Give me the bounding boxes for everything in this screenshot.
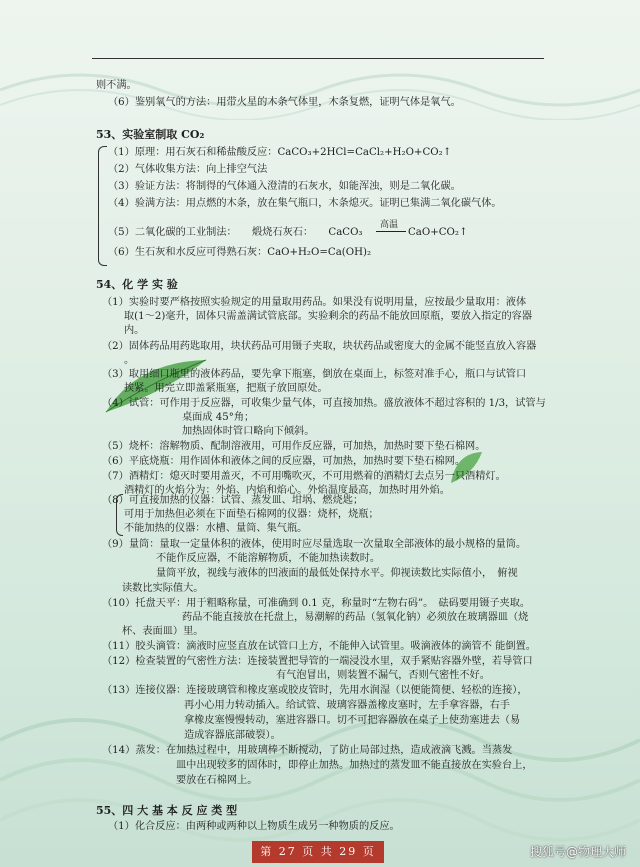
- text-line: （2）气体收集方法：向上排空气法: [108, 164, 268, 175]
- text-line: 药品不能直接放在托盘上，易潮解的药品（氢氧化钠）必须放在玻璃器皿（烧: [182, 612, 529, 623]
- text-line: （5）二氧化碳的工业制法： 煅烧石灰石： CaCO₃: [108, 227, 363, 238]
- text-line: （3）验证方法：将制得的气体通入澄清的石灰水，如能浑浊，则是二氧化碳。: [108, 181, 461, 192]
- text-line: （13）连接仪器：连接玻璃管和橡皮塞或胶皮管时，先用水润湿（以便能简便、轻松的连接），: [102, 685, 528, 696]
- text-line: （2）固体药品用药匙取用，块状药品可用镊子夹取，块状药品或密度大的金属不能竖直放入容器: [102, 341, 537, 352]
- text-line: （6）鉴别氧气的方法：用带火星的木条气体里，木条复燃，证明气体是氧气。: [108, 97, 461, 108]
- text-line: 量筒平放，视线与液体的凹液面的最低处保持水平。仰视读数比实际值小， 俯视: [156, 568, 518, 579]
- brace: [98, 146, 107, 266]
- text-line: 取(1～2)毫升，固体只需盖满试管底部。实验剩余的药品不能放回原瓶，要放入指定的容器: [124, 311, 533, 322]
- text-line: 内。: [124, 325, 145, 336]
- text-line: （12）检查装置的气密性方法：连接装置把导管的一端浸没水里，双手紧贴容器外壁，若导管口: [102, 656, 533, 667]
- text-line: 不能作反应器，不能溶解物质，不能加热读数时。: [156, 553, 381, 564]
- section-heading-54: 54、化 学 实 验: [96, 278, 178, 291]
- condition-label: 高温: [380, 220, 399, 230]
- text-line: 则不满。: [96, 80, 137, 91]
- text-line: （10）托盘天平：用于粗略称量，可准确到 0.1 克，称量时“左物右码”。 砝码要用镊子夹取。: [102, 598, 531, 609]
- text-line: （14）蒸发：在加热过程中，用玻璃棒不断搅动，了防止局部过热，造成液滴飞溅。当蒸发: [102, 745, 513, 756]
- watermark: 搜狐号@物理大师: [529, 845, 626, 859]
- text-line: 。: [124, 355, 135, 366]
- text-line: 加热固体时管口略向下倾斜。: [182, 426, 315, 437]
- text-line: （6）平底烧瓶：用作固体和液体之间的反应器，可加热，加热时要下垫石棉网。: [102, 456, 466, 467]
- reaction-arrow: [376, 231, 406, 232]
- text-line: 可用于加热但必须在下面垫石棉网的仪器：烧杯，烧瓶；: [124, 509, 379, 520]
- text-line: （8）可直接加热的仪器：试管、蒸发皿、坩埚、燃烧匙；: [102, 495, 364, 506]
- text-line: （1）化合反应：由两种或两种以上物质生成另一种物质的反应。: [108, 821, 400, 832]
- text-line: 有气泡冒出，则装置不漏气，否则气密性不好。: [276, 670, 490, 681]
- text-line: （3）取用细口瓶里的液体药品，要先拿下瓶塞，倒放在桌面上，标签对准手心，瓶口与试管口: [102, 369, 527, 380]
- text-line: 造成容器底部破裂）。: [184, 730, 281, 741]
- text-line: （4）试管：可作用于反应器，可收集少量气体，可直接加热。盛放液体不超过容积的 1/3，试管与: [102, 398, 546, 409]
- text-line: （9）量筒：量取一定量体积的液体，使用时应尽量选取一次量取全部液体的最小规格的量筒。: [102, 539, 527, 550]
- text-line: CaO+CO₂↑: [408, 227, 468, 238]
- section-heading-55: 55、四 大 基 本 反 应 类 型: [96, 804, 238, 817]
- page-number: 第 27 页 共 29 页: [252, 841, 384, 863]
- text-line: 酒精灯的火焰分为：外焰、内焰和焰心。外焰温度最高，加热时用外焰。: [124, 485, 450, 496]
- text-line: （1）原理：用石灰石和稀盐酸反应：CaCO₃+2HCl=CaCl₂+H₂O+CO₂↑: [108, 147, 452, 158]
- text-line: （7）酒精灯：熄灭时要用盖灭，不可用嘴吹灭，不可用燃着的酒精灯去点另一只酒精灯。: [102, 471, 506, 482]
- text-line: 拿橡皮塞慢慢转动，塞进容器口。切不可把容器放在桌子上使劲塞进去（易: [184, 715, 521, 726]
- text-line: （11）胶头滴管：滴液时应竖直放在试管口上方，不能伸入试管里。吸滴液体的滴管不 能倒置。: [102, 641, 536, 652]
- text-line: 要放在石棉网上。: [176, 775, 258, 786]
- text-line: 不能加热的仪器：水槽、量筒、集气瓶。: [124, 523, 308, 534]
- text-line: （4）验满方法：用点燃的木条，放在集气瓶口，木条熄灭。证明已集满二氧化碳气体。: [108, 198, 502, 209]
- text-line: 桌面成 45°角；: [182, 412, 255, 423]
- text-line: 皿中出现较多的固体时，即停止加热。加热过的蒸发皿不能直接放在实验台上，: [176, 760, 533, 771]
- text-line: 读数比实际值大。: [122, 583, 204, 594]
- section-heading-53: 53、实验室制取 CO₂: [96, 128, 205, 141]
- text-line: （5）烧杯：溶解物质、配制溶液用，可用作反应器，可加热，加热时要下垫石棉网。: [102, 441, 486, 452]
- text-line: （1）实验时要严格按照实验规定的用量取用药品。如果没有说明用量，应按最少量取用：液体: [102, 297, 527, 308]
- text-line: （6）生石灰和水反应可得熟石灰：CaO+H₂O=Ca(OH)₂: [108, 247, 372, 258]
- text-line: 挨紧。用完立即盖紧瓶塞，把瓶子放回原处。: [124, 383, 328, 394]
- text-line: 再小心用力转动插入。给试管、玻璃容器盖橡皮塞时，左手拿容器，右手: [184, 700, 510, 711]
- text-line: 杯、表面皿）里。: [122, 626, 204, 637]
